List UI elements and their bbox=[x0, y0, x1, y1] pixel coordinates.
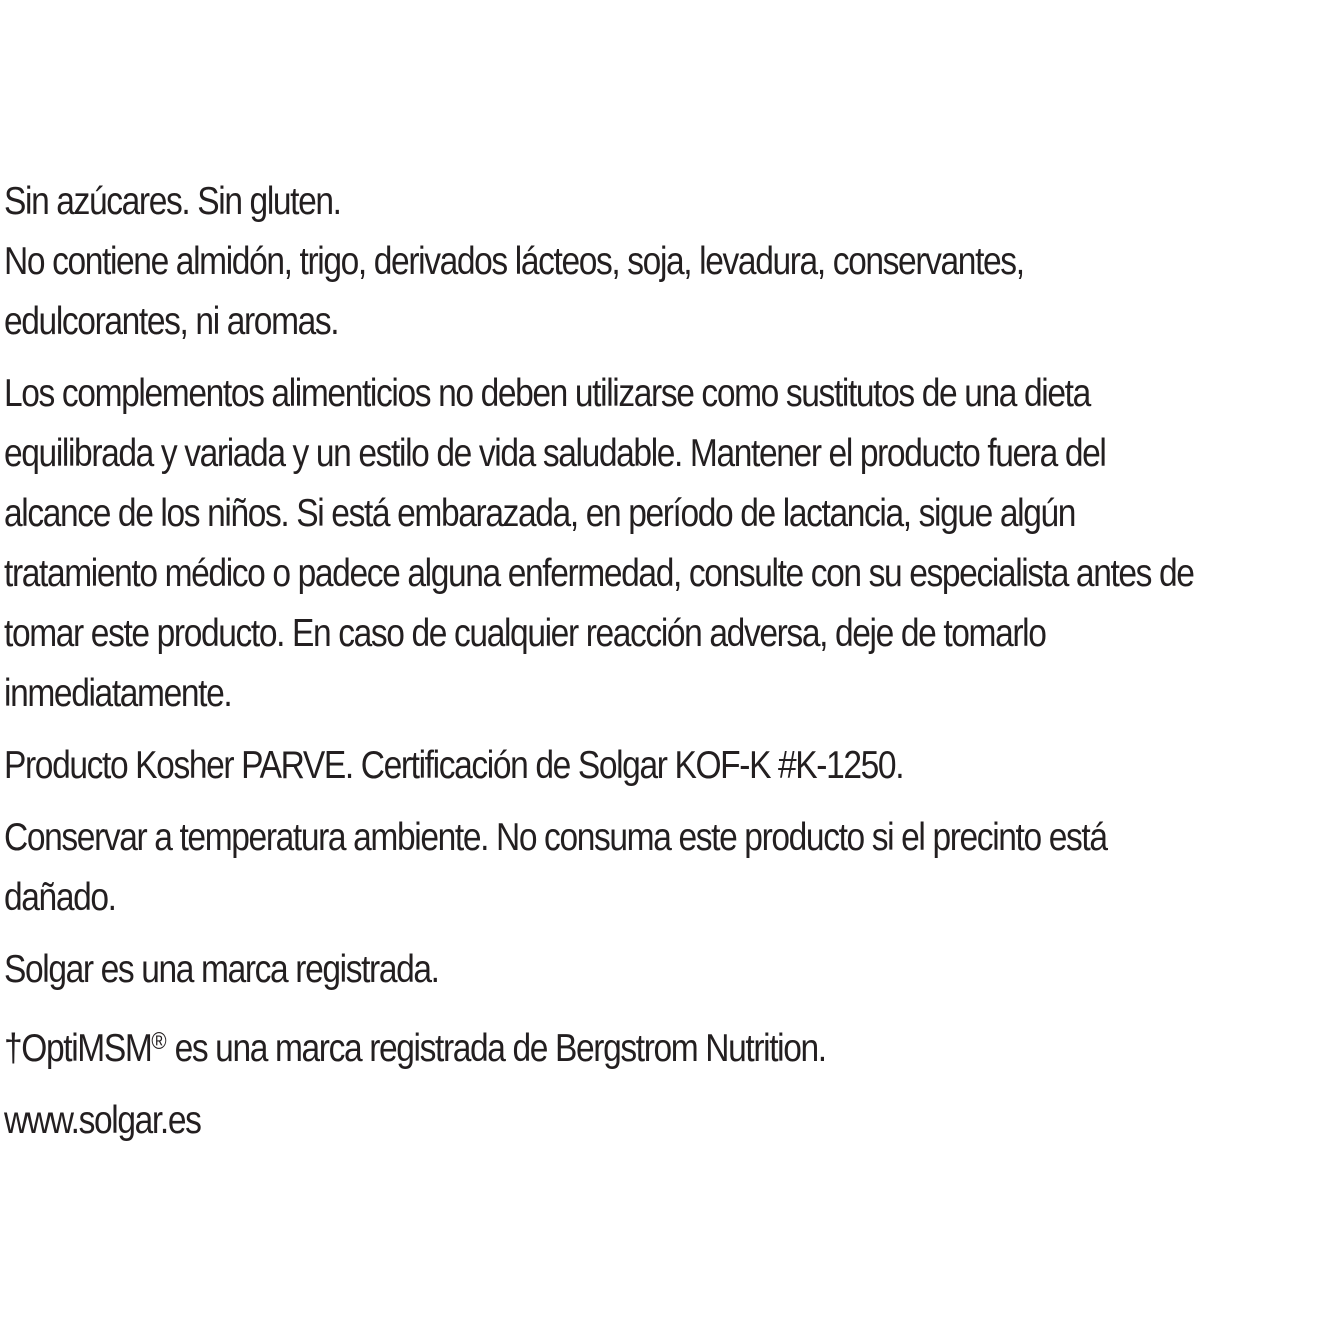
warning-statement bbox=[4, 364, 1194, 724]
text-line: edulcorantes, ni aromas. bbox=[4, 300, 339, 343]
website-line bbox=[4, 1091, 1139, 1151]
optimsm-brand: †OptiMSM bbox=[4, 1027, 152, 1070]
text-line: Solgar es una marca registrada. bbox=[4, 948, 439, 991]
product-label-text bbox=[4, 172, 1194, 1151]
text-line: Conservar a temperatura ambiente. No consuma este producto si el precinto está bbox=[4, 816, 1107, 859]
text-line: Sin azúcares. Sin gluten. bbox=[4, 180, 341, 223]
trademark-statement bbox=[4, 940, 1139, 1000]
text-line: dañado. bbox=[4, 876, 116, 919]
text-line bbox=[4, 1012, 1139, 1079]
text-line: Los complementos alimenticios no deben utilizarse como sustitutos de una dieta bbox=[4, 372, 1090, 415]
text-line: inmediatamente. bbox=[4, 672, 232, 715]
text-line: No contiene almidón, trigo, derivados lácteos, soja, levadura, conservantes, bbox=[4, 240, 1024, 283]
text-line: Producto Kosher PARVE. Certificación de Solgar KOF-K #K-1250. bbox=[4, 744, 904, 787]
text-line: equilibrada y variada y un estilo de vida saludable. Mantener el producto fuera del bbox=[4, 432, 1106, 475]
text-line: tomar este producto. En caso de cualquier reacción adversa, deje de tomarlo bbox=[4, 612, 1046, 655]
optimsm-rest: es una marca registrada de Bergstrom Nutrition. bbox=[166, 1027, 826, 1070]
website-url: www.solgar.es bbox=[4, 1099, 201, 1142]
kosher-statement bbox=[4, 736, 1139, 796]
text-line: alcance de los niños. Si está embarazada, en período de lactancia, sigue algún bbox=[4, 492, 1076, 535]
registered-mark: ® bbox=[151, 1028, 167, 1055]
optimsm-trademark-statement bbox=[4, 1012, 1139, 1079]
text-line: tratamiento médico o padece alguna enfermedad, consulte con su especialista antes de bbox=[4, 552, 1194, 595]
allergen-statement bbox=[4, 172, 1139, 352]
storage-statement bbox=[4, 808, 1139, 928]
